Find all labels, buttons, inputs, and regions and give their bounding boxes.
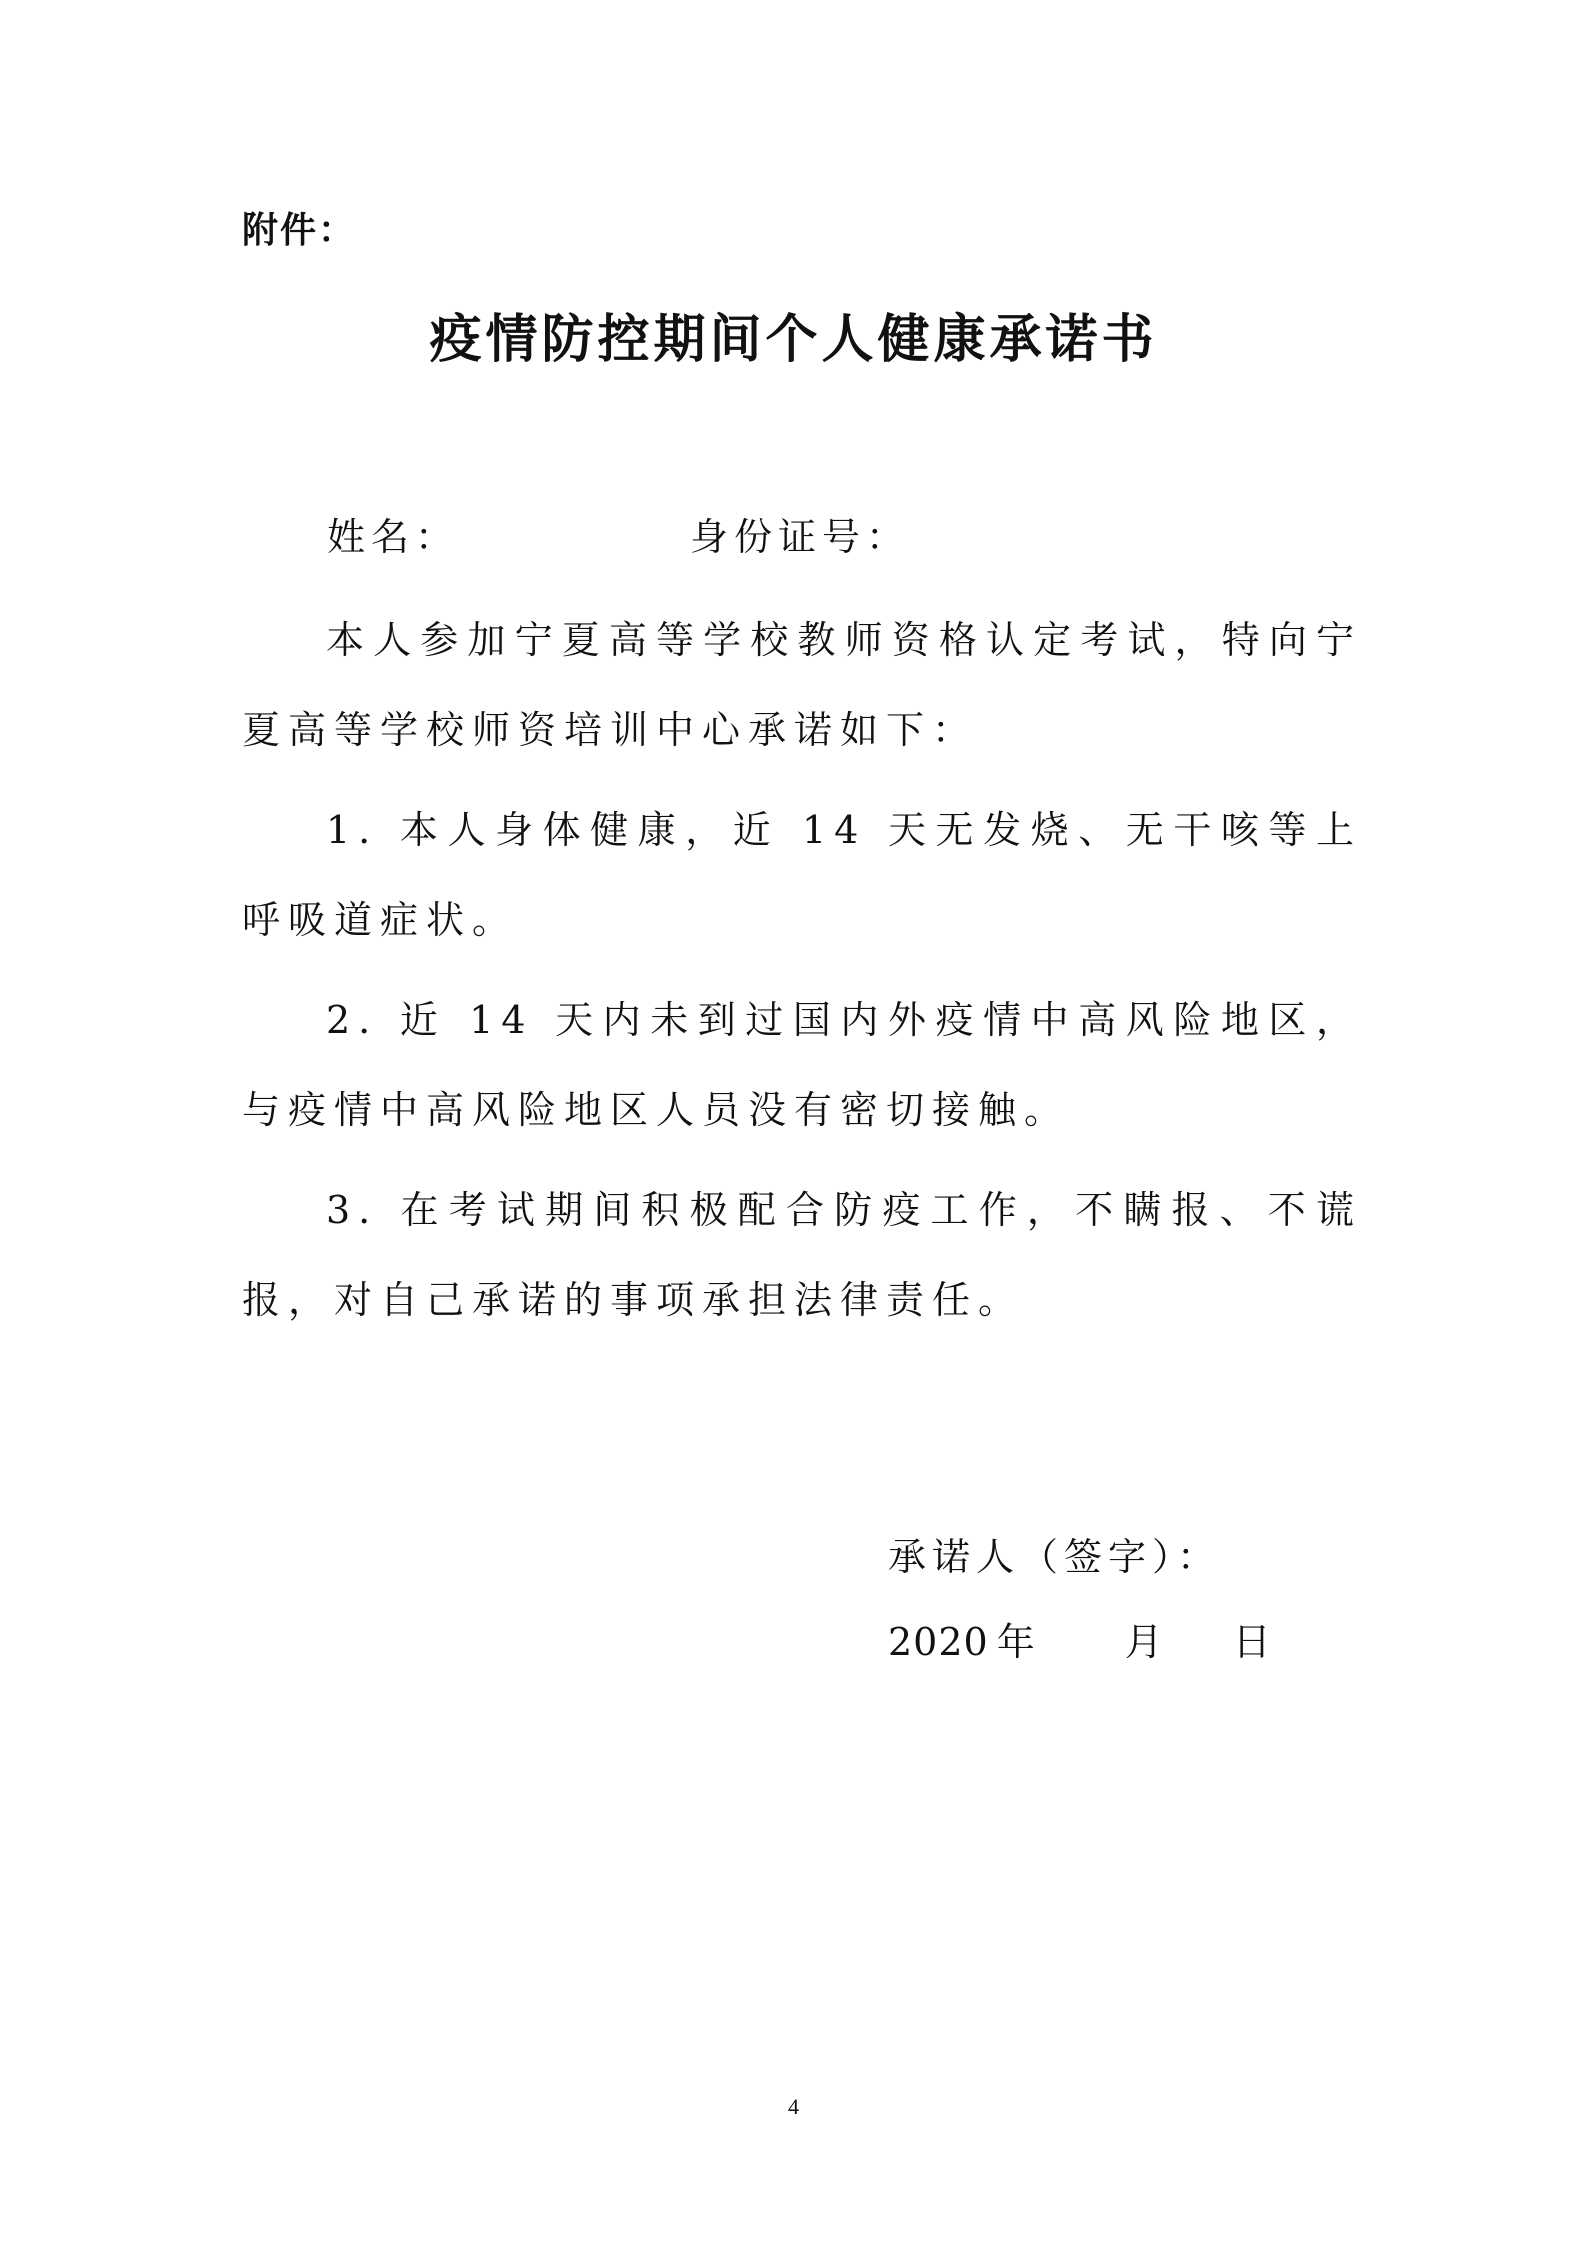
date-year-unit: 年 bbox=[996, 1620, 1035, 1664]
attachment-label: 附件： bbox=[242, 210, 357, 251]
date-year: 2020 bbox=[888, 1620, 989, 1664]
promise-item-1: 1. 本人身体健康，近 14 天无发烧、无干咳等上呼吸道症状。 bbox=[242, 808, 1362, 942]
signer-label: 承诺人（签字）： bbox=[888, 1535, 1222, 1579]
date-month-unit: 月 bbox=[1124, 1620, 1163, 1664]
page-number: 4 bbox=[788, 2094, 799, 2119]
signature-date bbox=[888, 1615, 1271, 1669]
name-field-label: 姓名： bbox=[327, 515, 460, 559]
date-day-unit: 日 bbox=[1232, 1620, 1271, 1664]
promise-item-2: 2. 近 14 天内未到过国内外疫情中高风险地区，与疫情中高风险地区人员没有密切接触。 bbox=[242, 998, 1362, 1132]
promise-item-3: 3. 在考试期间积极配合防疫工作，不瞒报、不谎报，对自己承诺的事项承担法律责任。 bbox=[242, 1188, 1362, 1322]
intro-paragraph: 本人参加宁夏高等学校教师资格认定考试，特向宁夏高等学校师资培训中心承诺如下： bbox=[242, 618, 1362, 752]
id-number-field-label: 身份证号： bbox=[690, 515, 911, 559]
document-title: 疫情防控期间个人健康承诺书 bbox=[429, 309, 1158, 370]
